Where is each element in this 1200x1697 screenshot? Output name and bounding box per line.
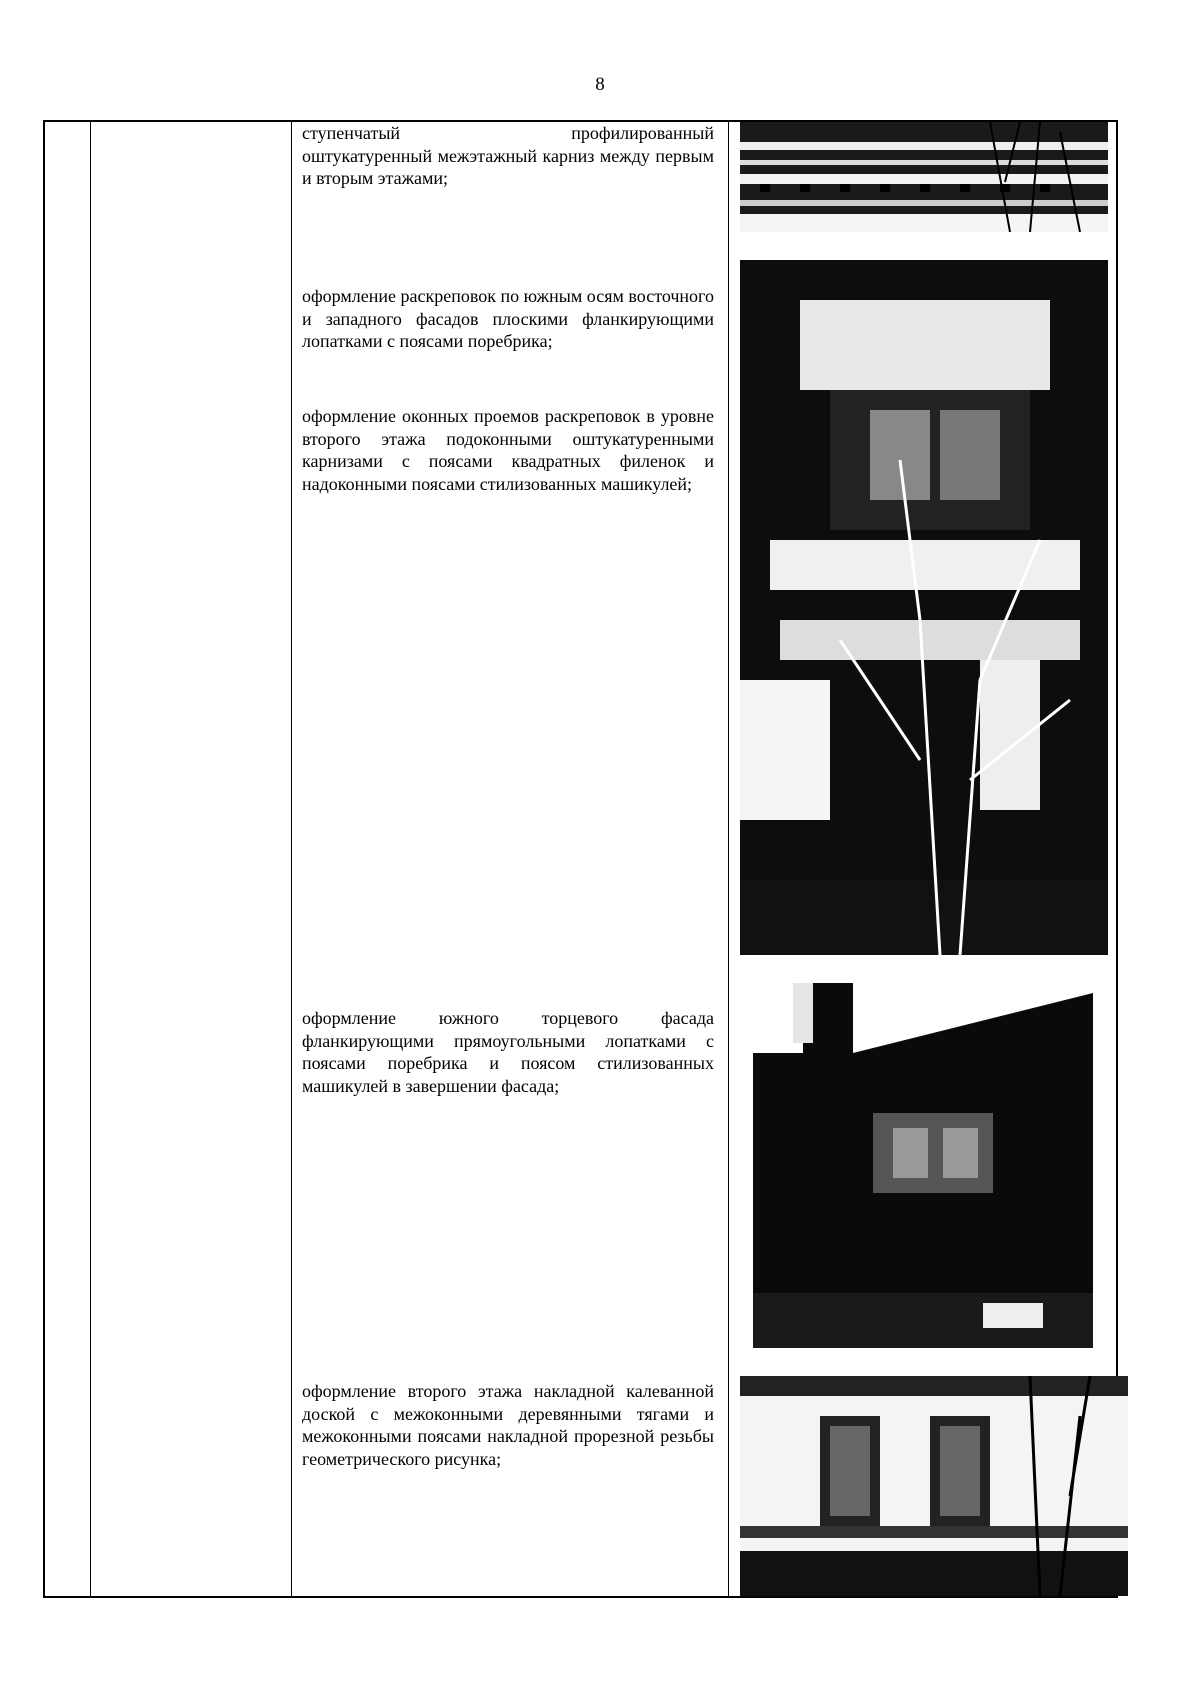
page-number: 8 [595,74,605,95]
column-divider [291,122,292,1596]
text-line: ступенчатый профилированный [302,123,714,143]
south-facade-photo [753,983,1093,1348]
row-text-south-facade: оформление южного торцевого фасада фланкирующими прямоугольными лопатками с поясами поребрика и поясом стилизованных машикулей в завершении фасада; [302,1008,714,1096]
facade-cornice-photo [740,122,1108,232]
text-line: оштукатуренный межэтажный карниз между первым и вторым этажами; [302,145,714,188]
column-divider [90,122,91,1596]
second-floor-photo [740,1376,1128,1596]
column-divider [728,122,729,1596]
facade-risalit-photo [740,260,1108,955]
row-text-risalit: оформление раскреповок по южным осям восточного и западного фасадов плоскими фланкирующими лопатками с поясами поребрика; [302,286,714,351]
row-text-cornice [302,122,714,190]
row-text-windows: оформление оконных проемов раскреповок в уровне второго этажа подоконными оштукатуренными карнизами с поясами квадратных филенок и надоконными поясами стилизованных машикулей; [302,406,714,494]
row-text-second-floor: оформление второго этажа накладной калеванной доской с межоконными деревянными тягами и межоконными поясами накладной прорезной резьбы геометрического рисунка; [302,1381,714,1469]
